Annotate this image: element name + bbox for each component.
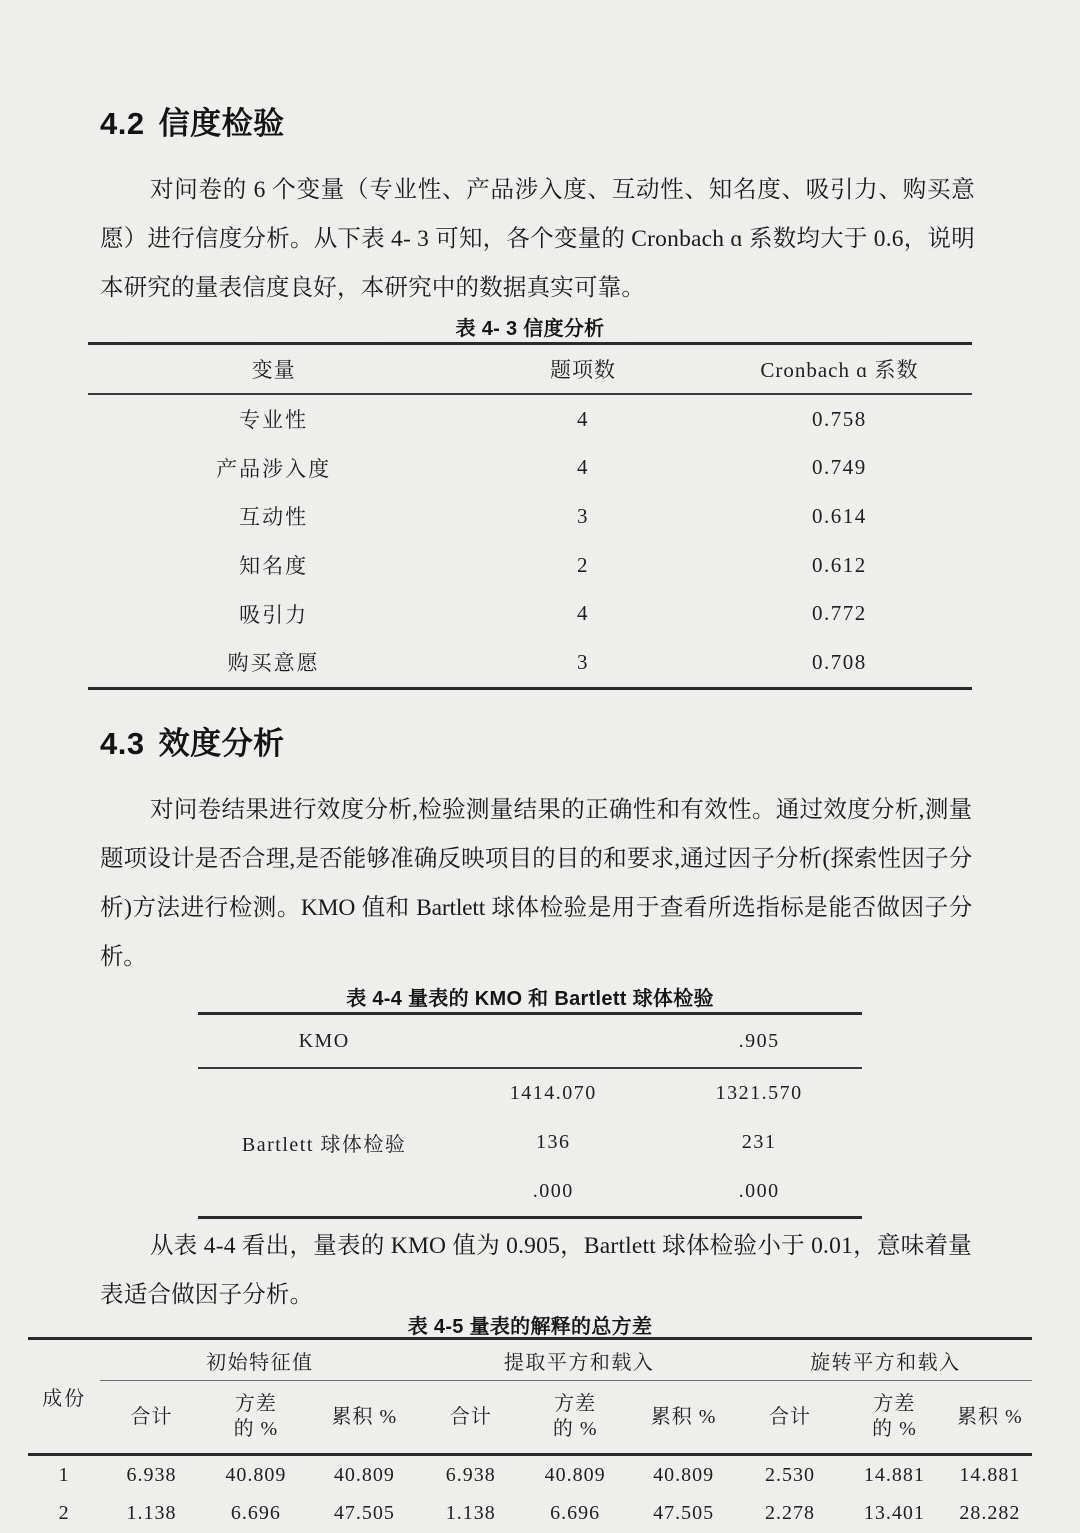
cell-value: 47.505 xyxy=(653,1501,715,1524)
table-4-5-caption-wrap xyxy=(28,1310,1032,1339)
cell-value: 40.809 xyxy=(653,1463,715,1486)
cell-value: 6.696 xyxy=(230,1501,281,1524)
cell-value: 40.809 xyxy=(544,1463,606,1486)
cell-kmo-label: KMO xyxy=(298,1029,350,1052)
cell-items: 3 xyxy=(577,649,590,674)
cell-alpha: 0.749 xyxy=(812,455,867,480)
table-row xyxy=(88,444,972,493)
table-4-5-component-label: 成份 xyxy=(42,1388,87,1410)
cell-items: 2 xyxy=(577,552,590,577)
table-4-5-group-row xyxy=(28,1339,1032,1381)
table-4-5-sub-cumulative: 累积 % xyxy=(956,1405,1023,1428)
table-4-4-caption-wrap xyxy=(198,982,862,1011)
sub-variance-line2: 的 % xyxy=(552,1418,598,1440)
table-4-5-body xyxy=(28,1455,1032,1533)
cell-value: 14.881 xyxy=(863,1463,925,1486)
table-4-5-sub-total: 合计 xyxy=(130,1405,173,1428)
table-4-5-sub-cumulative: 累积 % xyxy=(331,1405,398,1428)
table-4-5-wrap xyxy=(28,1337,1032,1532)
cell-variable: 知名度 xyxy=(239,554,309,579)
table-4-4-body xyxy=(198,1014,862,1218)
table-row xyxy=(198,1068,862,1118)
table-4-4-wrap xyxy=(198,1012,862,1219)
cell-value: 2.530 xyxy=(765,1463,816,1486)
table-4-3-header-row xyxy=(88,344,972,395)
table-row xyxy=(88,394,972,444)
cell-bartlett-label-spacer xyxy=(198,1068,450,1118)
section-number-4-3: 4.3 xyxy=(100,726,145,761)
table-4-3-col-variable: 变量 xyxy=(251,358,296,382)
table-4-4-caption: 表 4-4 量表的 KMO 和 Bartlett 球体检验 xyxy=(346,988,714,1010)
paragraph-after-table-4-4: 从表 4-4 看出，量表的 KMO 值为 0.905，Bartlett 球体检验小于 0.01，意味着量表适合做因子分析。 xyxy=(100,1233,972,1308)
table-row xyxy=(88,492,972,541)
cell-value: 2.278 xyxy=(765,1501,816,1524)
cell-bartlett-value: 231 xyxy=(741,1131,777,1153)
sub-variance-line1: 方差 xyxy=(234,1393,277,1415)
cell-variable: 产品涉入度 xyxy=(216,456,332,481)
cell-bartlett-value: 1414.070 xyxy=(509,1082,597,1104)
table-row xyxy=(28,1494,1032,1532)
table-4-5-sub-variance xyxy=(203,1381,309,1455)
cell-items: 4 xyxy=(577,601,590,626)
table-row xyxy=(88,541,972,590)
paragraph-validity: 对问卷结果进行效度分析,检验测量结果的正确性和有效性。通过效度分析,测量题项设计是否合理,是否能够准确反映项目的目的和要求,通过因子分析(探索性因子分析)方法进行检测。KMO 值和 Bartlett 球体检验是用于查看所选指标是能否做因子分析。 xyxy=(100,797,972,970)
table-row xyxy=(28,1455,1032,1495)
table-row xyxy=(198,1167,862,1218)
table-row xyxy=(88,589,972,638)
table-4-5-col-component xyxy=(28,1339,100,1455)
table-4-3 xyxy=(88,342,972,690)
cell-bartlett-value: .000 xyxy=(532,1180,574,1202)
cell-component: 2 xyxy=(58,1501,70,1524)
table-4-5-head xyxy=(28,1339,1032,1455)
cell-bartlett-value: 1321.570 xyxy=(715,1082,803,1104)
cell-items: 3 xyxy=(577,503,590,528)
table-4-5-sub-variance xyxy=(522,1381,628,1455)
table-4-5-subheader-row xyxy=(28,1381,1032,1455)
table-4-3-col-alpha: Cronbach ɑ 系数 xyxy=(760,358,919,382)
table-4-5-sub-variance xyxy=(841,1381,947,1455)
cell-alpha: 0.612 xyxy=(812,552,867,577)
cell-bartlett-value: .000 xyxy=(738,1180,780,1202)
cell-bartlett-label-spacer xyxy=(198,1167,450,1218)
page-title-reliability xyxy=(100,98,980,143)
table-4-3-caption: 表 4- 3 信度分析 xyxy=(455,318,605,340)
cell-value: 47.505 xyxy=(333,1501,395,1524)
sub-variance-line1: 方差 xyxy=(554,1393,597,1415)
page-title-validity xyxy=(100,718,980,763)
table-row xyxy=(198,1118,862,1167)
table-4-5-group-extraction: 提取平方和载入 xyxy=(420,1339,739,1381)
cell-alpha: 0.614 xyxy=(812,503,867,528)
cell-alpha: 0.772 xyxy=(812,601,867,626)
cell-value: 40.809 xyxy=(225,1463,287,1486)
sub-variance-line2: 的 % xyxy=(233,1418,279,1440)
table-row-kmo xyxy=(198,1014,862,1069)
table-4-5-group-initial: 初始特征值 xyxy=(100,1339,419,1381)
paragraph-reliability: 对问卷的 6 个变量（专业性、产品涉入度、互动性、知名度、吸引力、购买意愿）进行信度分析。从下表 4- 3 可知，各个变量的 Cronbach ɑ 系数均大于 0.6，说明本研究的量表信度良好，本研究中的数据真实可靠。 xyxy=(100,177,975,301)
section-title-4-3: 效度分析 xyxy=(158,726,285,761)
table-4-3-caption-wrap xyxy=(88,312,972,341)
sub-variance-line2: 的 % xyxy=(872,1418,917,1440)
cell-bartlett-label: Bartlett 球体检验 xyxy=(241,1134,407,1156)
table-4-5 xyxy=(28,1337,1032,1532)
cell-variable: 购买意愿 xyxy=(227,651,320,676)
paragraph-reliability-wrap xyxy=(100,166,975,313)
cell-value: 6.696 xyxy=(550,1501,601,1524)
cell-kmo-spacer xyxy=(450,1014,656,1069)
cell-component: 1 xyxy=(58,1463,70,1486)
table-4-3-col-items: 题项数 xyxy=(550,358,617,382)
table-4-5-caption: 表 4-5 量表的解释的总方差 xyxy=(407,1316,653,1338)
table-4-5-sub-cumulative: 累积 % xyxy=(650,1405,717,1428)
cell-alpha: 0.758 xyxy=(812,406,867,431)
cell-value: 6.938 xyxy=(126,1463,177,1486)
cell-bartlett-value: 136 xyxy=(535,1131,571,1153)
cell-value: 14.881 xyxy=(959,1463,1021,1486)
cell-variable: 专业性 xyxy=(239,408,309,433)
cell-value: 40.809 xyxy=(333,1463,395,1486)
cell-value: 1.138 xyxy=(445,1501,496,1524)
table-4-3-wrap xyxy=(88,342,972,690)
table-4-3-head xyxy=(88,344,972,395)
table-4-5-group-rotation: 旋转平方和载入 xyxy=(739,1339,1032,1381)
cell-variable: 互动性 xyxy=(239,505,309,530)
cell-alpha: 0.708 xyxy=(812,649,867,674)
cell-value: 13.401 xyxy=(863,1501,925,1524)
cell-value: 6.938 xyxy=(445,1463,496,1486)
section-title-4-2: 信度检验 xyxy=(158,106,285,141)
cell-variable: 吸引力 xyxy=(239,602,309,627)
paragraph-after-table-4-4-wrap xyxy=(100,1222,972,1320)
cell-items: 4 xyxy=(577,406,590,431)
section-heading-4-3 xyxy=(100,718,980,763)
table-4-3-body xyxy=(88,394,972,688)
sub-variance-line1: 方差 xyxy=(873,1393,916,1415)
paragraph-validity-wrap xyxy=(100,786,972,982)
table-4-5-sub-total: 合计 xyxy=(449,1405,492,1428)
cell-value: 1.138 xyxy=(126,1501,177,1524)
section-number-4-2: 4.2 xyxy=(100,106,145,141)
cell-items: 4 xyxy=(577,455,590,480)
section-heading-4-2 xyxy=(100,98,980,143)
table-row xyxy=(88,638,972,688)
cell-kmo-value: .905 xyxy=(738,1029,780,1052)
cell-value: 28.282 xyxy=(959,1501,1021,1524)
table-4-4 xyxy=(198,1012,862,1219)
table-4-5-sub-total: 合计 xyxy=(769,1405,812,1428)
